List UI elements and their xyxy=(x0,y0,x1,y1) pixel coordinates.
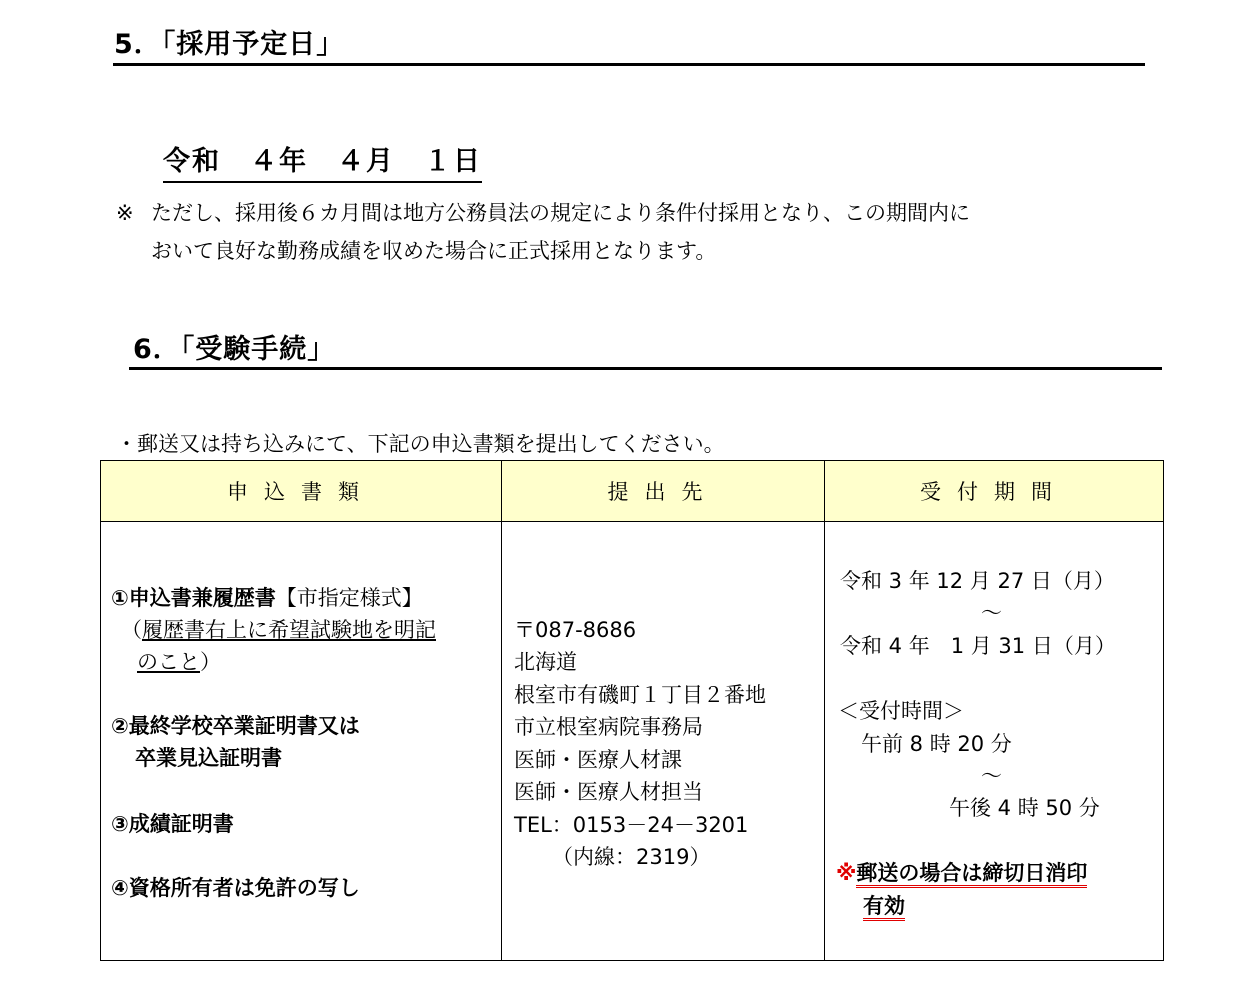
section6-title: 6．「受験手続」 xyxy=(133,334,336,365)
document-item-1 xyxy=(111,582,423,612)
document-item-2-line-1: ②最終学校卒業証明書又は xyxy=(111,714,360,738)
hours-start: 午前 8 時 20 分 xyxy=(861,732,1012,756)
extension: （内線：2319） xyxy=(552,845,711,869)
document-item-1-detail xyxy=(121,614,436,644)
postal-code: 〒087-8686 xyxy=(514,618,637,642)
header-destination: 提出先 xyxy=(502,461,825,522)
header-period: 受付期間 xyxy=(825,461,1164,522)
application-table xyxy=(100,460,1164,961)
postal-note-line-1 xyxy=(836,857,1087,887)
section6-rule xyxy=(129,367,1162,370)
postal-note-text-2: 有効 xyxy=(863,894,905,921)
address-street: 根室市有磯町１丁目２番地 xyxy=(514,683,766,707)
telephone: TEL：0153－24－3201 xyxy=(514,813,749,837)
document-item-2-line-2: 卒業見込証明書 xyxy=(135,746,282,770)
note-mark: ※ xyxy=(116,201,134,225)
hours-tilde: ～ xyxy=(981,764,1002,788)
document-item-1-detail-cont xyxy=(137,646,221,676)
address-prefecture: 北海道 xyxy=(514,650,577,674)
document-item-3: ③成績証明書 xyxy=(111,812,234,836)
hours-end: 午後 4 時 50 分 xyxy=(949,796,1100,820)
document-item-1-name: ①申込書兼履歴書 xyxy=(111,586,276,610)
paren-close: ） xyxy=(200,650,221,674)
destination-cell xyxy=(502,522,825,961)
postal-note-line-2 xyxy=(863,890,905,920)
period-start: 令和 3 年 12 月 27 日（月） xyxy=(840,569,1115,593)
note-line-2: おいて良好な勤務成績を収めた場合に正式採用となります。 xyxy=(151,239,717,263)
period-cell xyxy=(825,522,1164,961)
period-tilde: ～ xyxy=(981,601,1002,625)
header-documents: 申込書類 xyxy=(101,461,502,522)
section5-title: 5．「採用予定日」 xyxy=(114,29,345,60)
office-name: 市立根室病院事務局 xyxy=(514,715,703,739)
procedure-intro: ・郵送又は持ち込みにて、下記の申込書類を提出してください。 xyxy=(116,432,725,456)
postal-note-text-1: 郵送の場合は締切日消印 xyxy=(856,861,1087,888)
document-item-4: ④資格所有者は免許の写し xyxy=(111,876,360,900)
postal-note-mark: ※ xyxy=(836,861,857,885)
period-end: 令和 4 年 1 月 31 日（月） xyxy=(840,634,1116,658)
document-item-1-format: 【市指定様式】 xyxy=(275,586,423,610)
hire-date: 令和 ４年 ４月 １日 xyxy=(163,139,482,183)
paren-open: （ xyxy=(121,618,142,642)
note-line-1: ただし、採用後６カ月間は地方公務員法の規定により条件付採用となり、この期間内に xyxy=(151,201,970,225)
document-item-1-detail-1: 履歴書右上に希望試験地を明記 xyxy=(142,618,436,642)
department-name: 医師・医療人材課 xyxy=(514,748,682,772)
contact-person: 医師・医療人材担当 xyxy=(514,780,703,804)
hours-label: ＜受付時間＞ xyxy=(838,699,964,723)
documents-cell xyxy=(101,522,502,961)
document-item-1-detail-2: のこと xyxy=(137,650,200,674)
section5-rule xyxy=(113,63,1145,66)
